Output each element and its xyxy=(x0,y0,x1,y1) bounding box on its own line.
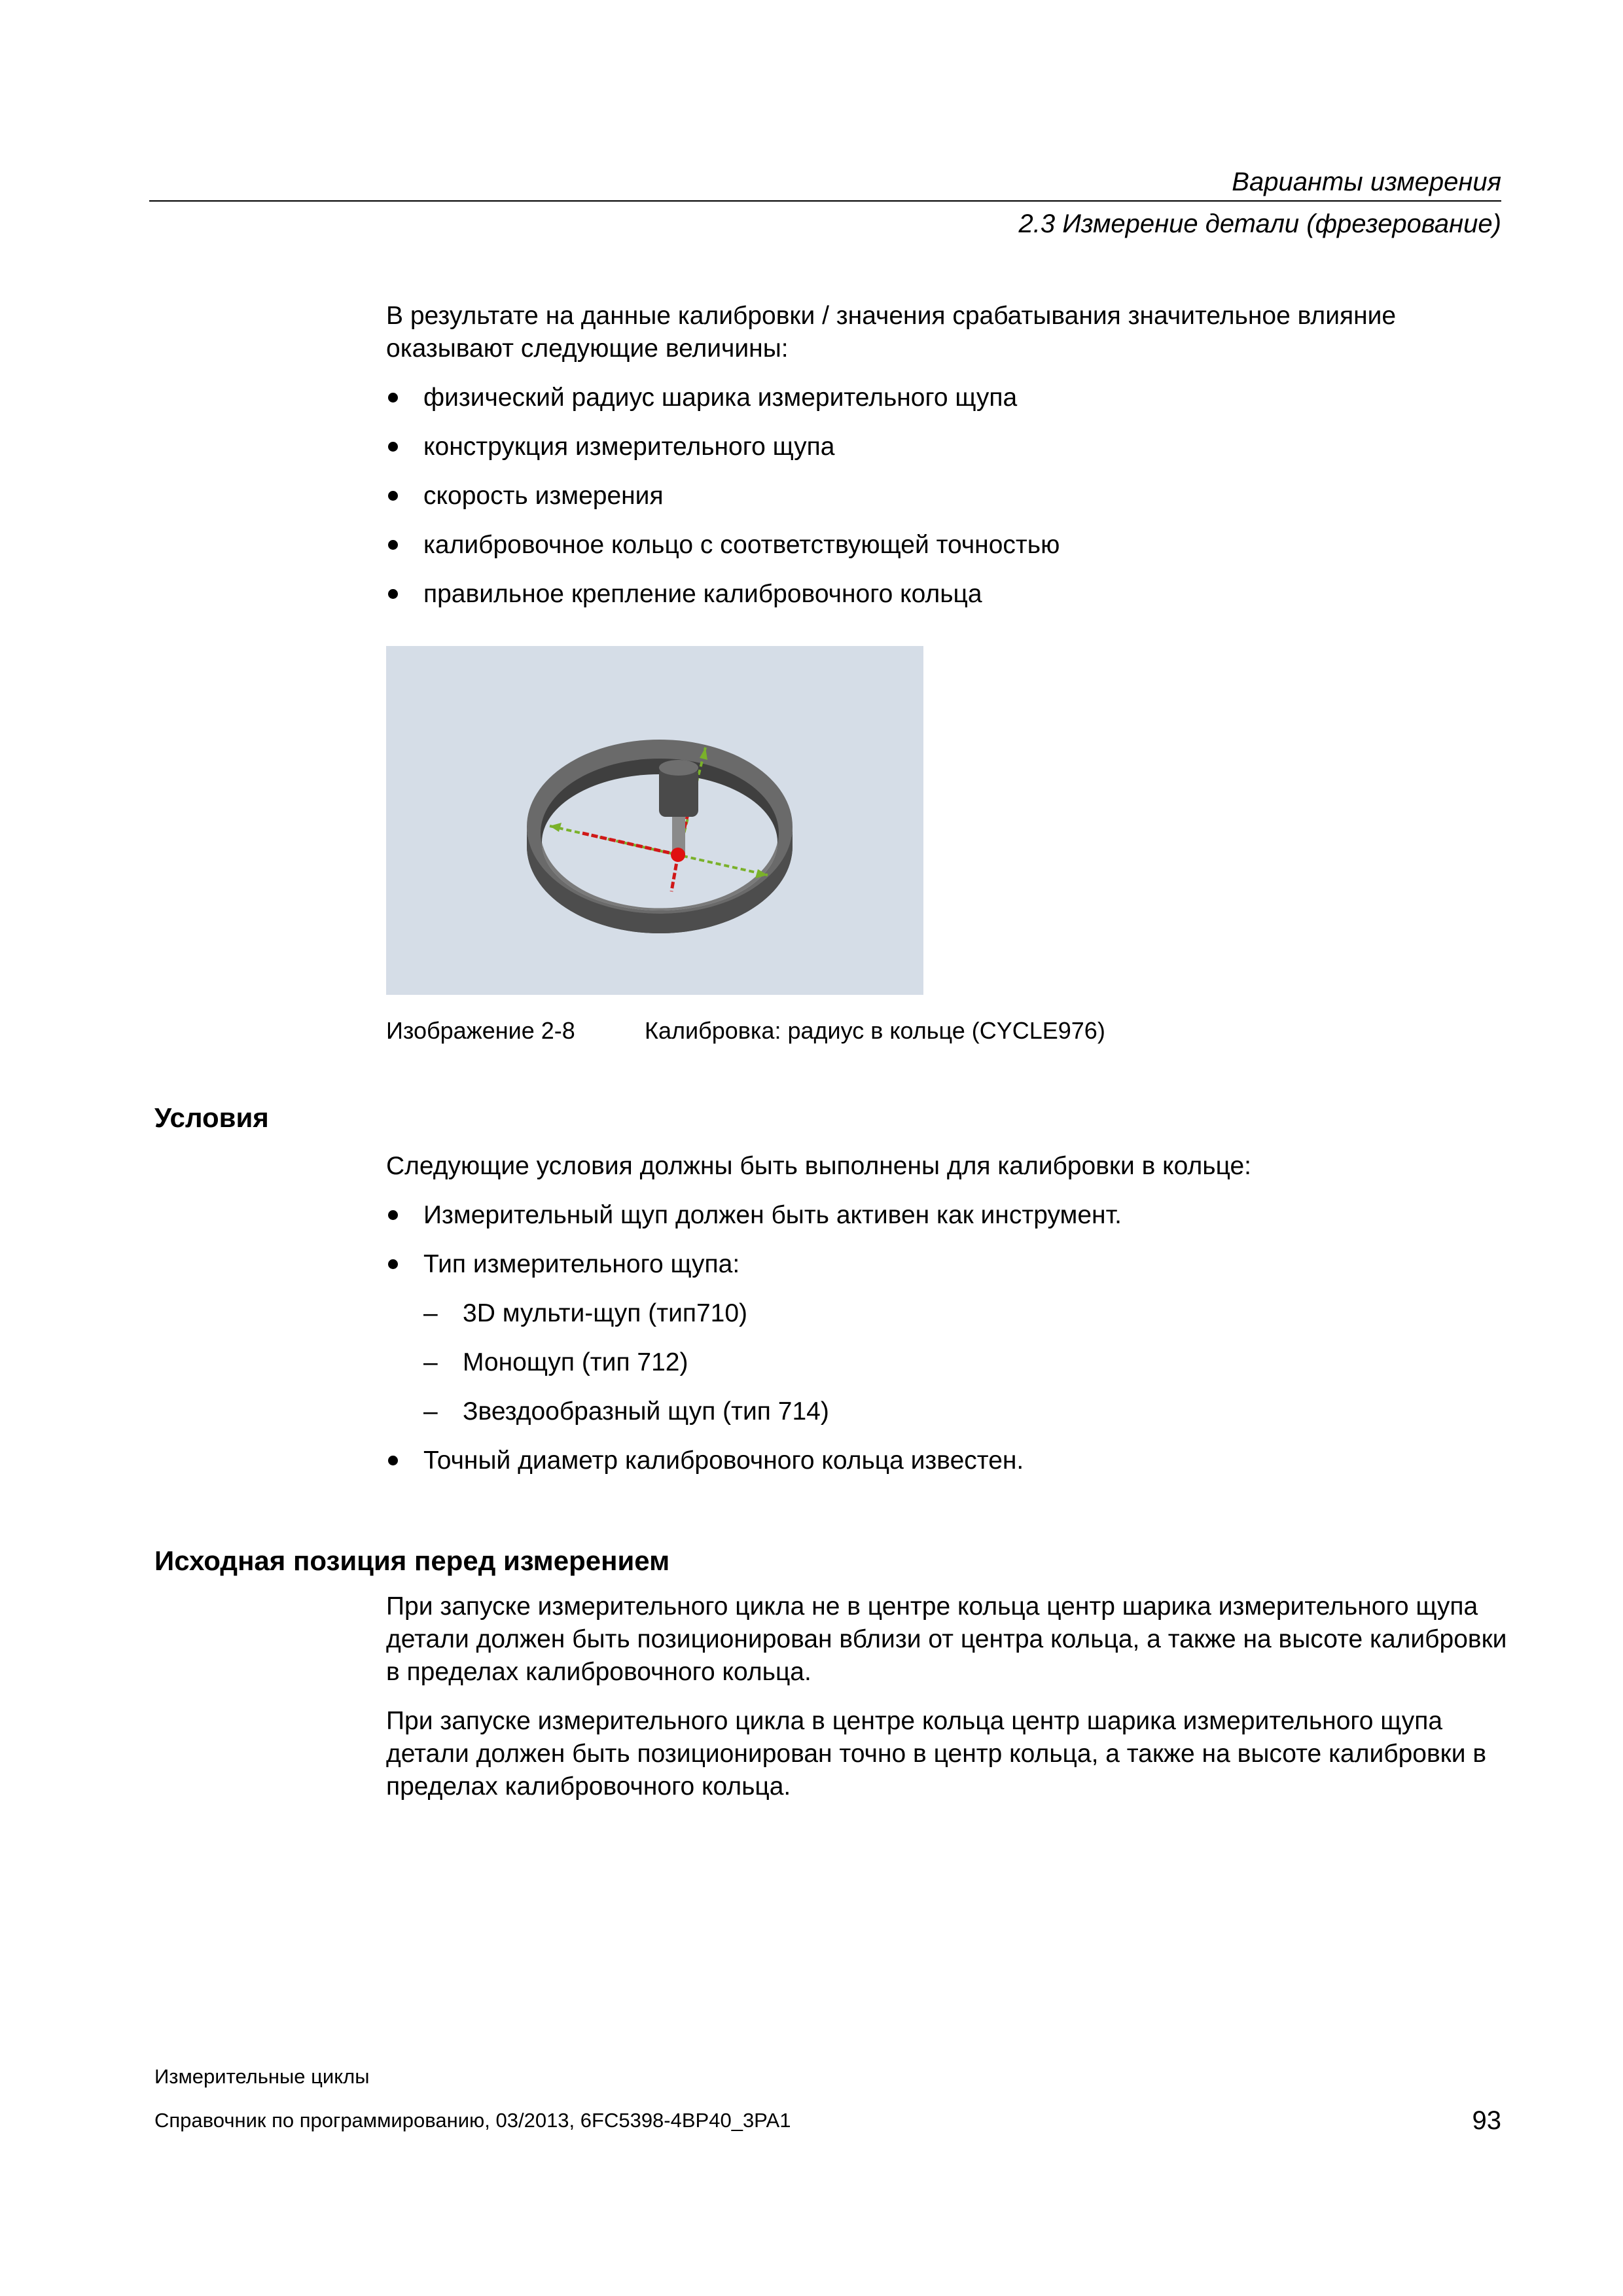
bullet-icon xyxy=(388,491,398,501)
header-chapter: Варианты измерения xyxy=(1232,168,1501,196)
list-item: Тип измерительного щупа: xyxy=(386,1248,1512,1281)
calibration-ring-figure xyxy=(386,646,923,995)
header-section: 2.3 Измерение детали (фрезерование) xyxy=(1018,209,1501,238)
list-item: Измерительный щуп должен быть активен как инструмент. xyxy=(386,1199,1512,1232)
conditions-block xyxy=(386,1150,1512,1494)
figure-label: Изображение 2-8 xyxy=(386,1017,575,1044)
probe-ball xyxy=(671,848,685,862)
list-item: конструкция измерительного щупа xyxy=(386,431,1512,463)
figure-caption-text: Калибровка: радиус в кольце (CYCLE976) xyxy=(645,1017,1105,1044)
list-item: Точный диаметр калибровочного кольца известен. xyxy=(386,1444,1512,1477)
list-item: калибровочное кольцо с соответствующей точностью xyxy=(386,529,1512,562)
bullet-icon xyxy=(388,393,398,403)
bullet-icon xyxy=(388,1259,398,1269)
bullet-icon xyxy=(388,1456,398,1465)
header-rule xyxy=(149,200,1501,202)
probe-type-list xyxy=(386,1297,1512,1428)
list-item: – Звездообразный щуп (тип 714) xyxy=(386,1395,1512,1428)
list-item: физический радиус шарика измерительного щупа xyxy=(386,382,1512,414)
start-position-para-2: При запуске измерительного цикла в центре кольца центр шарика измерительного щупа детали должен быть позиционирован точно в центр кольца, а также на высоте калибровки в пределах калибровочного кольца. xyxy=(386,1707,1487,1801)
footer-reference: Справочник по программированию, 03/2013, 6FC5398-4BP40_3PA1 xyxy=(154,2109,791,2132)
intro-block xyxy=(386,300,1512,627)
start-position-para-1: При запуске измерительного цикла не в центре кольца центр шарика измерительного щупа детали должен быть позиционирован вблизи от центра кольца, а также на высоте калибровки в пределах калибровочного кольца. xyxy=(386,1592,1507,1686)
list-item: правильное крепление калибровочного кольца xyxy=(386,578,1512,611)
probe-top xyxy=(659,760,698,776)
dash-icon: – xyxy=(423,1348,438,1376)
section-heading-conditions: Условия xyxy=(154,1102,269,1133)
footer-title: Измерительные циклы xyxy=(154,2065,370,2088)
dash-icon: – xyxy=(423,1299,438,1327)
intro-bullet-list xyxy=(386,382,1512,611)
section-heading-start-position: Исходная позиция перед измерением xyxy=(154,1545,670,1576)
conditions-intro: Следующие условия должны быть выполнены для калибровки в кольце: xyxy=(386,1152,1252,1180)
list-item: – 3D мульти-щуп (тип710) xyxy=(386,1297,1512,1330)
list-item: – Монощуп (тип 712) xyxy=(386,1346,1512,1379)
page-number: 93 xyxy=(1472,2106,1501,2135)
calibration-ring-illustration xyxy=(386,646,923,995)
intro-text: В результате на данные калибровки / значения срабатывания значительное влияние оказывают следующие величины: xyxy=(386,302,1397,363)
bullet-icon xyxy=(388,442,398,452)
bullet-icon xyxy=(388,540,398,550)
start-position-block xyxy=(386,1590,1512,1803)
list-item: скорость измерения xyxy=(386,480,1512,512)
dash-icon: – xyxy=(423,1397,438,1426)
figure-caption xyxy=(386,1016,1105,1045)
conditions-bullet-list xyxy=(386,1199,1512,1281)
bullet-icon xyxy=(388,589,398,599)
bullet-icon xyxy=(388,1210,398,1220)
